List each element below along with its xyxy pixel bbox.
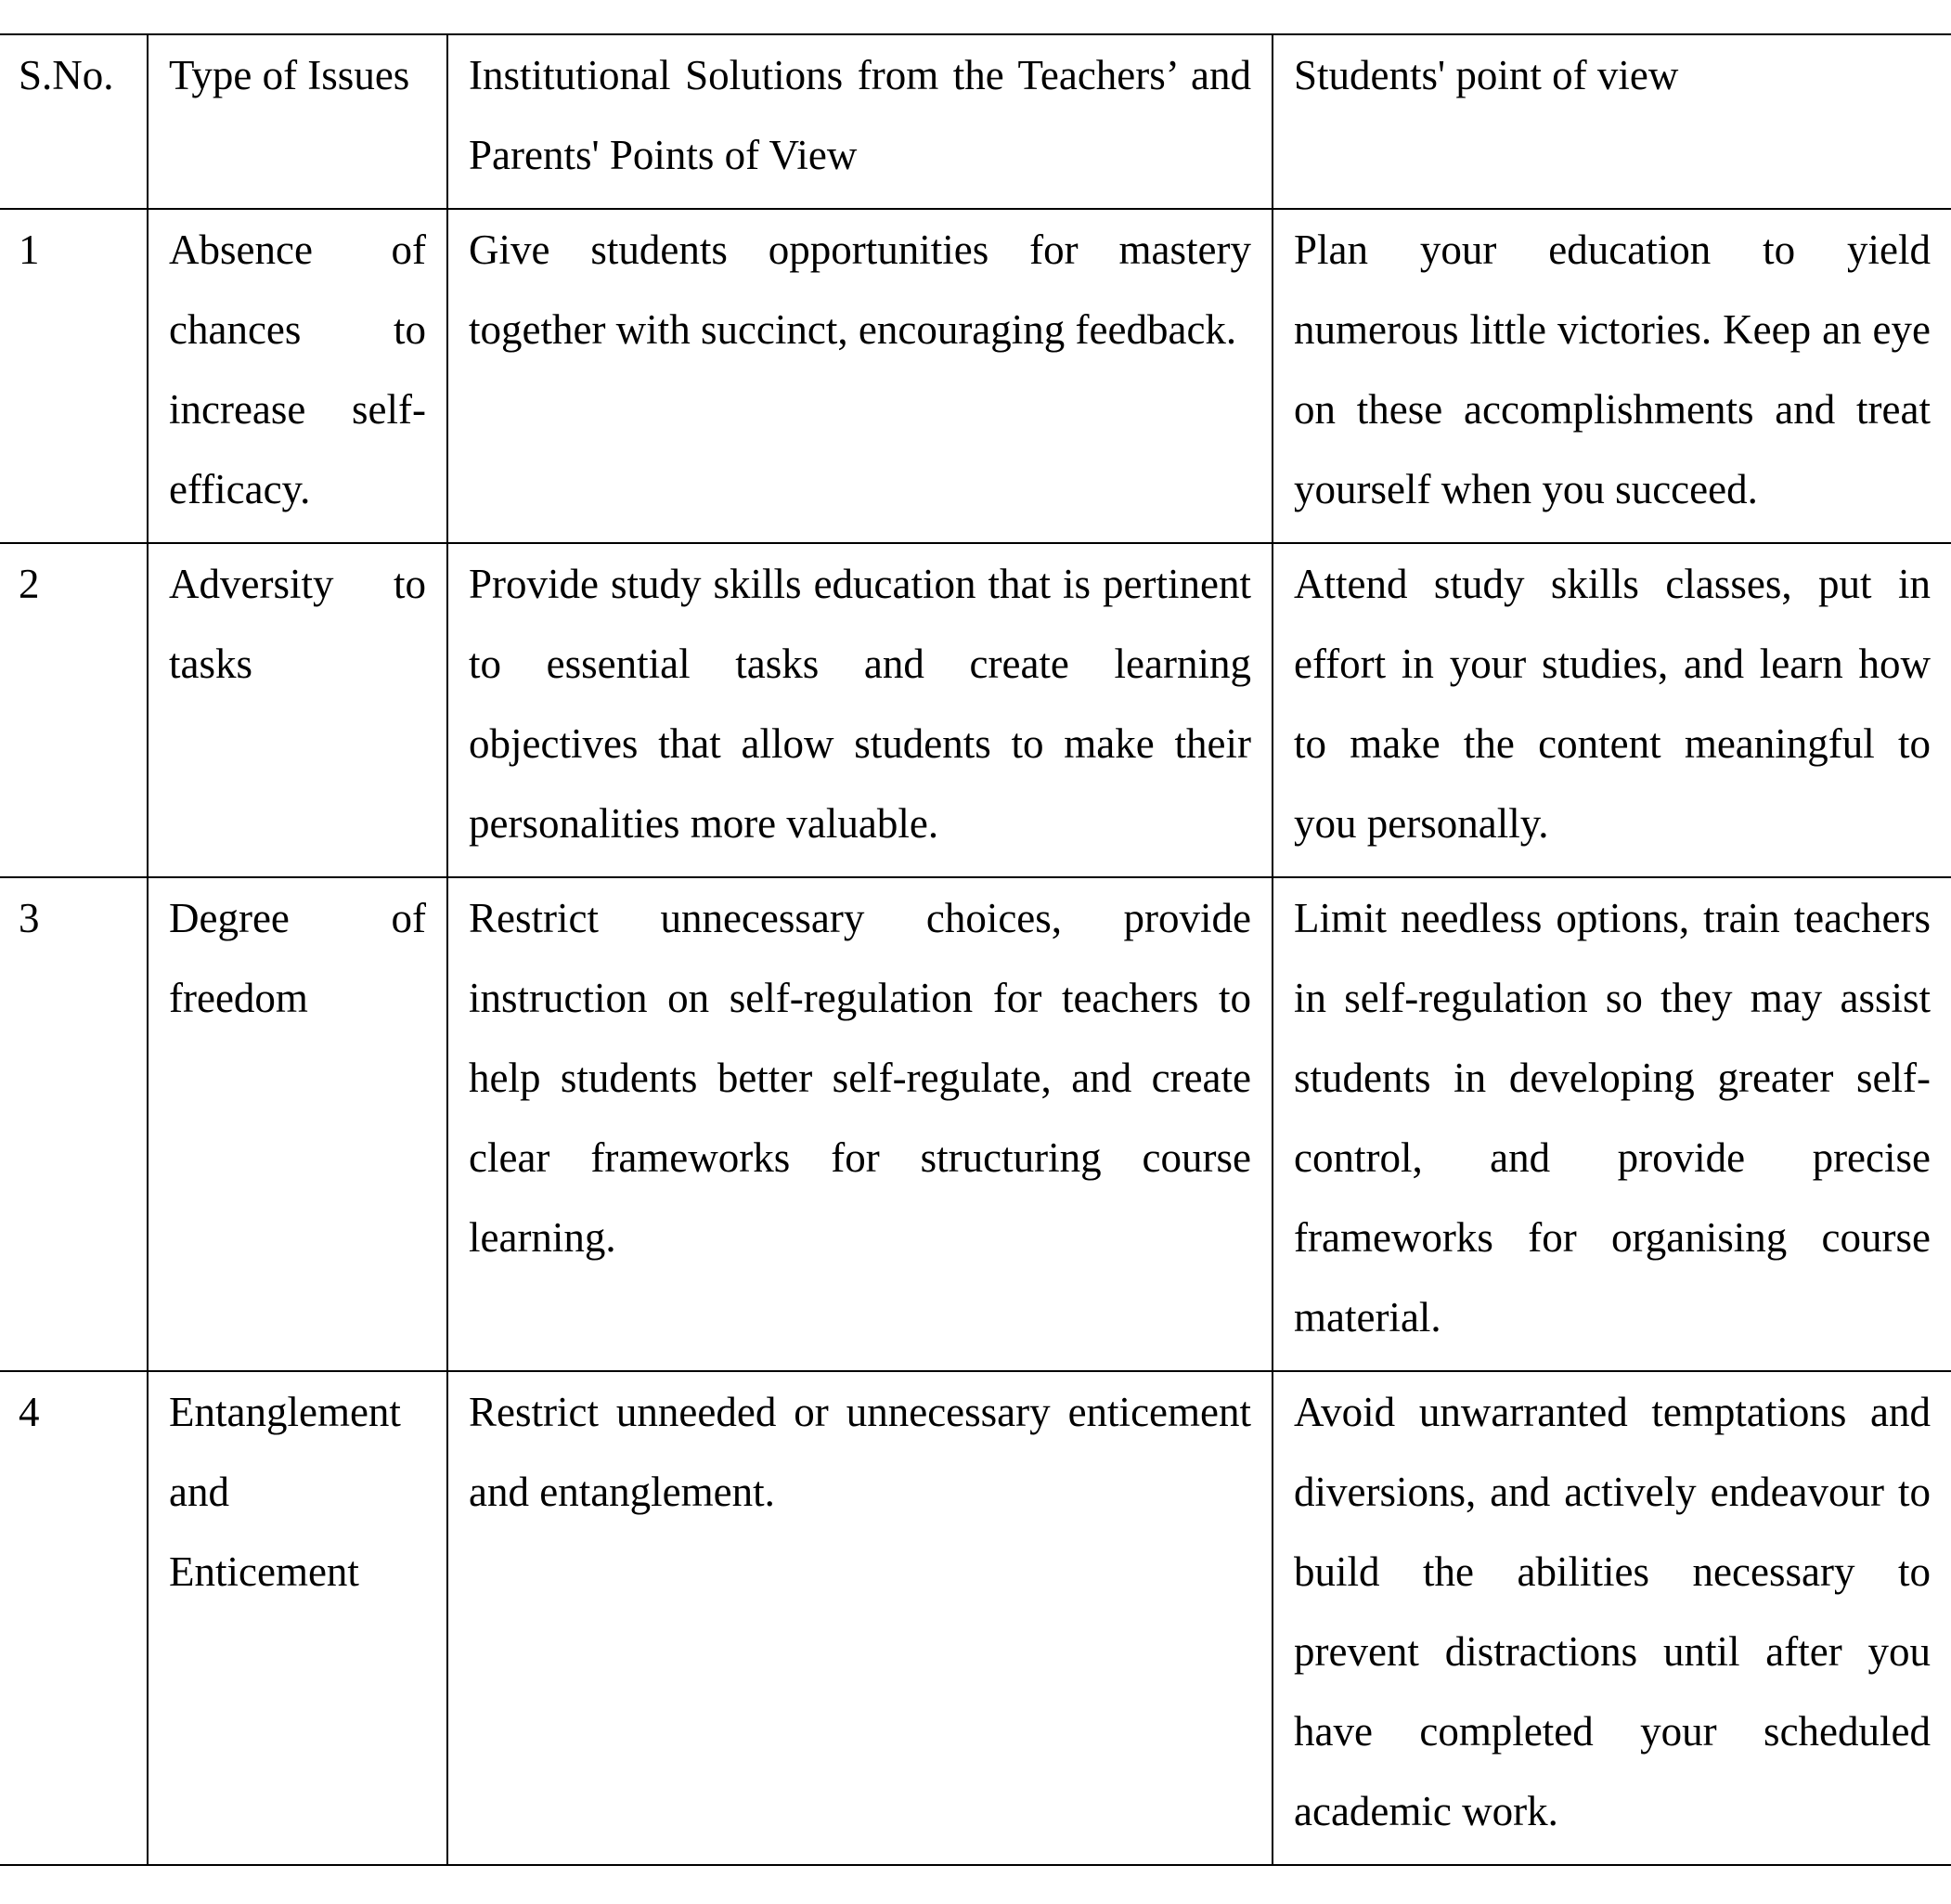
cell-issue: Degree of freedom bbox=[148, 877, 447, 1371]
header-sno: S.No. bbox=[0, 34, 148, 209]
table-row bbox=[0, 543, 1951, 877]
cell-sno: 1 bbox=[0, 209, 148, 543]
cell-institutional: Give students opportunities for mastery together with succinct, encouraging feedback. bbox=[447, 209, 1273, 543]
table-header bbox=[0, 34, 1951, 209]
cell-institutional: Restrict unnecessary choices, provide instruction on self-regulation for teachers to help students better self-regulate, and create clear frameworks for structuring course learning. bbox=[447, 877, 1273, 1371]
cell-issue: Adversity to tasks bbox=[148, 543, 447, 877]
header-institutional-solutions: Institutional Solutions from the Teachers’ and Parents' Points of View bbox=[447, 34, 1273, 209]
header-students-point-of-view: Students' point of view bbox=[1273, 34, 1951, 209]
cell-students: Attend study skills classes, put in effort in your studies, and learn how to make the content meaningful to you personally. bbox=[1273, 543, 1951, 877]
cell-students: Limit needless options, train teachers in self-regulation so they may assist students in developing greater self-control, and provide precise frameworks for organising course material. bbox=[1273, 877, 1951, 1371]
table-row bbox=[0, 877, 1951, 1371]
cell-students: Plan your education to yield numerous little victories. Keep an eye on these accomplishments and treat yourself when you succeed. bbox=[1273, 209, 1951, 543]
cell-issue: Entanglement and Enticement bbox=[148, 1371, 447, 1865]
table-row bbox=[0, 209, 1951, 543]
cell-institutional: Provide study skills education that is pertinent to essential tasks and create learning objectives that allow students to make their personalities more valuable. bbox=[447, 543, 1273, 877]
cell-sno: 3 bbox=[0, 877, 148, 1371]
cell-issue: Absence of chances to increase self-efficacy. bbox=[148, 209, 447, 543]
cell-institutional: Restrict unneeded or unnecessary enticement and entanglement. bbox=[447, 1371, 1273, 1865]
cell-students: Avoid unwarranted temptations and diversions, and actively endeavour to build the abilities necessary to prevent distractions until after you have completed your scheduled academic work. bbox=[1273, 1371, 1951, 1865]
cell-sno: 2 bbox=[0, 543, 148, 877]
table-row bbox=[0, 1371, 1951, 1865]
cell-sno: 4 bbox=[0, 1371, 148, 1865]
header-type-of-issues: Type of Issues bbox=[148, 34, 447, 209]
header-row bbox=[0, 34, 1951, 209]
solutions-table bbox=[0, 33, 1951, 1866]
table-body bbox=[0, 209, 1951, 1865]
